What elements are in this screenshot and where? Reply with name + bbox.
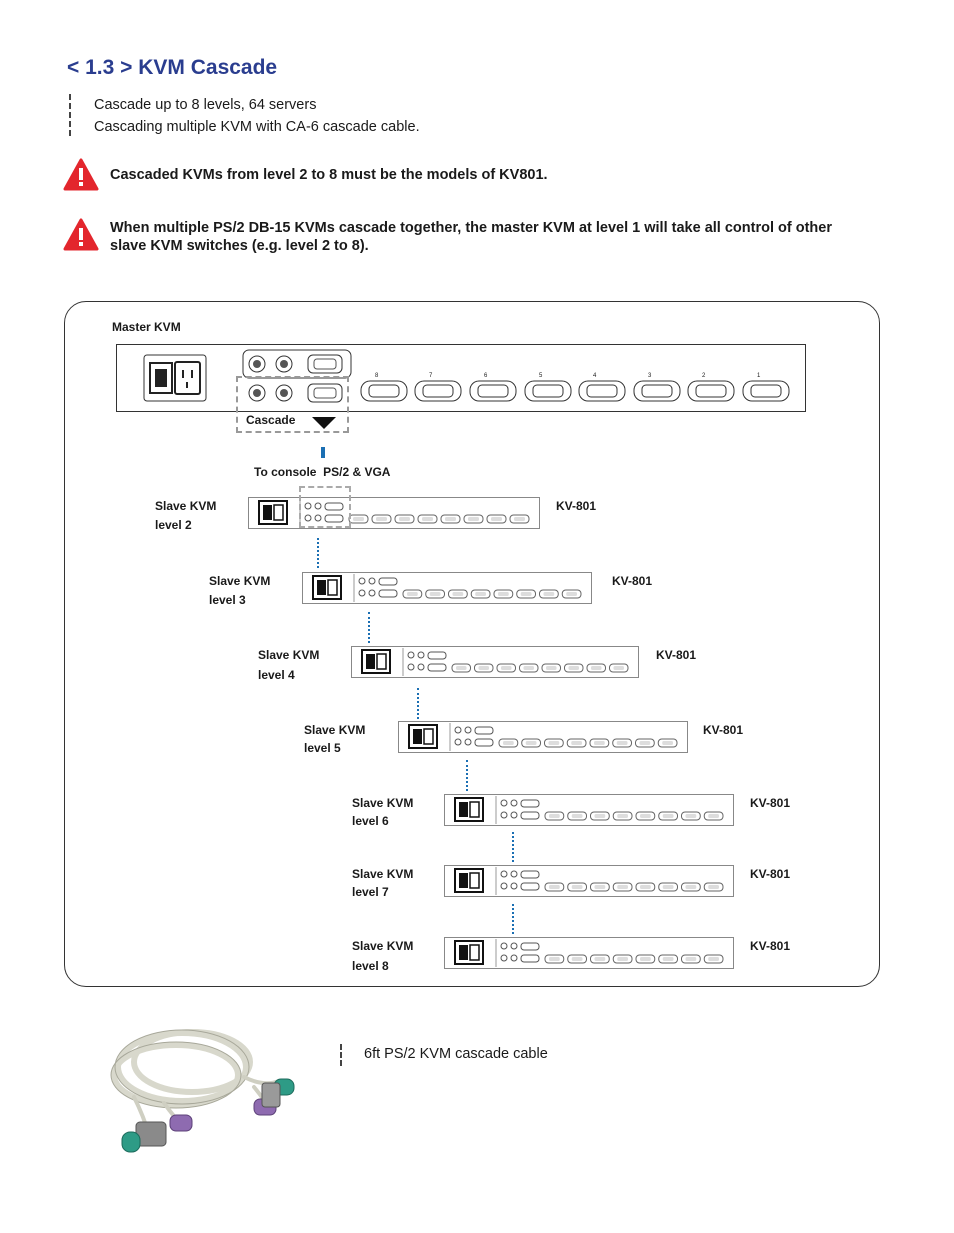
slave-kvm-unit-8: [444, 937, 734, 976]
slave-kvm-unit-2: [248, 497, 540, 536]
warning-icon: [63, 158, 99, 196]
console-label: To console PS/2 & VGA: [254, 465, 391, 479]
slave-title-5: Slave KVM: [304, 723, 366, 737]
cascade-link-5-6: [466, 760, 468, 791]
slave-model-6: KV-801: [750, 796, 791, 810]
port-number-3: 3: [648, 373, 652, 379]
port-number-8: 8: [375, 373, 379, 379]
cascade-link-marker: [321, 447, 325, 458]
port-number-5: 5: [539, 373, 543, 379]
cascade-link-4-5: [417, 688, 419, 719]
cascade-cable-image: [104, 1017, 314, 1182]
slave-model-4: KV-801: [656, 648, 697, 662]
warning-text-1: Cascaded KVMs from level 2 to 8 must be the models of KV801.: [110, 167, 548, 183]
slave-title-3: Slave KVM: [209, 574, 271, 588]
intro-bullet-bar: [69, 94, 71, 136]
slave-level-5: level 5: [304, 741, 341, 755]
warning-text-2: When multiple PS/2 DB-15 KVMs cascade together, the master KVM at level 1 will take all control of other slave KVM switches (e.g. level 2 to 8).: [110, 220, 832, 254]
port-number-7: 7: [429, 373, 433, 379]
cascade-link-6-7: [512, 832, 514, 862]
arrow-down-icon: [312, 416, 336, 434]
slave-model-7: KV-801: [750, 867, 791, 881]
intro-line-2: Cascading multiple KVM with CA-6 cascade cable.: [94, 119, 420, 135]
cascade-link-3-4: [368, 612, 370, 643]
slave-kvm-unit-6: [444, 794, 734, 833]
slave-title-7: Slave KVM: [352, 867, 414, 881]
slave-kvm-unit-7: [444, 865, 734, 904]
intro-line-1: Cascade up to 8 levels, 64 servers: [94, 97, 317, 113]
slave-level-6: level 6: [352, 814, 389, 828]
slave-level-4: level 4: [258, 668, 295, 682]
port-number-1: 1: [757, 373, 761, 379]
slave-kvm-unit-4: [351, 646, 639, 685]
slave-model-2: KV-801: [556, 499, 597, 513]
slave-kvm-unit-3: [302, 572, 592, 611]
slave-kvm-unit-5: [398, 721, 688, 760]
cable-caption: 6ft PS/2 KVM cascade cable: [364, 1046, 548, 1062]
slave-level-8: level 8: [352, 959, 389, 973]
slave-level-7: level 7: [352, 885, 389, 899]
slave-title-8: Slave KVM: [352, 939, 414, 953]
warning-icon: [63, 218, 99, 256]
slave-level-2: level 2: [155, 518, 192, 532]
cascade-link-2-3: [317, 538, 319, 568]
cascade-link-7-8: [512, 904, 514, 934]
slave-2-input-highlight: [299, 486, 351, 528]
cable-bullet-bar: [340, 1044, 342, 1066]
slave-model-5: KV-801: [703, 723, 744, 737]
slave-model-8: KV-801: [750, 939, 791, 953]
slave-model-3: KV-801: [612, 574, 653, 588]
section-title: < 1.3 > KVM Cascade: [67, 56, 278, 79]
cascade-label: Cascade: [246, 413, 296, 427]
slave-title-2: Slave KVM: [155, 499, 217, 513]
slave-title-4: Slave KVM: [258, 648, 320, 662]
port-number-6: 6: [484, 373, 488, 379]
port-number-4: 4: [593, 373, 597, 379]
slave-title-6: Slave KVM: [352, 796, 414, 810]
slave-level-3: level 3: [209, 593, 246, 607]
master-kvm-label: Master KVM: [112, 320, 181, 334]
port-number-2: 2: [702, 373, 706, 379]
